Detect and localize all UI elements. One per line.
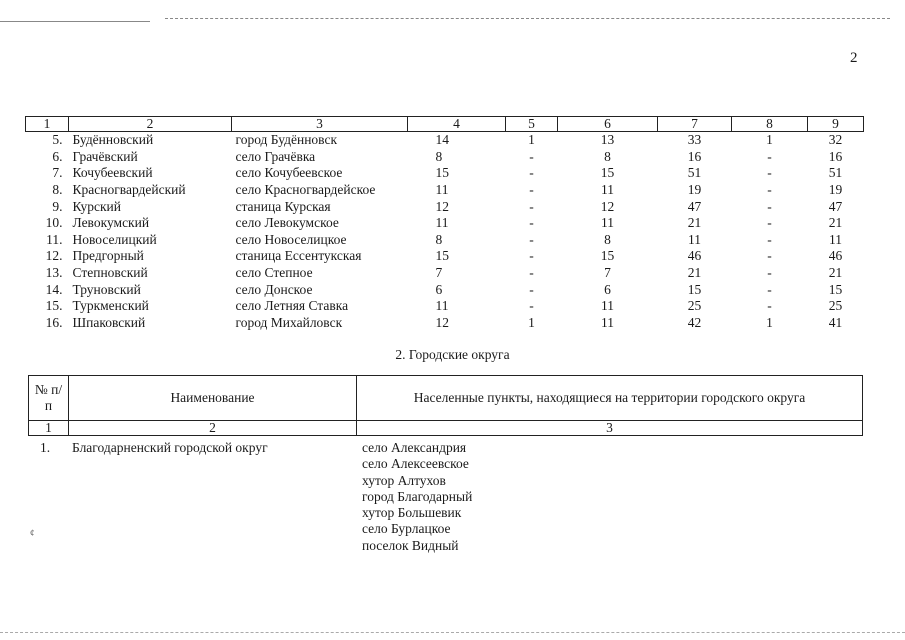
cell-8: 1 [766,314,773,330]
row-number: 10. [45,215,63,231]
col-number: 4 [408,117,506,132]
row-number: 14. [45,281,63,297]
table-row [26,248,864,265]
table-row [26,232,864,249]
cell-7: 47 [687,198,702,214]
district-name: Шпаковский [72,314,146,330]
admin-center: село Новоселицкое [235,231,347,247]
district-name: Труновский [72,281,141,297]
col-number: 5 [506,117,558,132]
table-header-row [26,117,864,132]
row-number: 1. [40,440,51,455]
district-name: Степновский [72,265,148,281]
admin-center: село Грачёвка [235,148,316,164]
col-number: 7 [658,117,732,132]
cell-6: 15 [600,248,615,264]
district-name: Новоселицкий [72,231,157,247]
cell-7: 33 [687,132,702,148]
section-title: 2. Городские округа [395,347,510,362]
table-row [26,165,864,182]
settlement-item: город Благодарный [362,488,473,504]
cell-8: - [767,165,772,181]
scan-line-bottom [0,632,905,633]
col-number: 1 [29,421,69,436]
row-number: 13. [45,265,63,281]
cell-9: 25 [828,298,843,314]
page-number: 2 [850,50,858,66]
cell-4: 14 [435,132,449,148]
cell-4: 11 [435,182,449,198]
district-name: Кочубеевский [72,165,153,181]
table-row [26,215,864,232]
district-name: Грачёвский [72,148,138,164]
cell-5: - [529,281,534,297]
table-row [26,198,864,215]
cell-6: 7 [604,265,611,281]
cell-8: - [767,231,772,247]
cell-8: - [767,248,772,264]
cell-9: 11 [829,231,842,247]
cell-4: 8 [435,148,443,164]
admin-center: город Михайловск [235,314,343,330]
district-name: Левокумский [72,215,150,231]
cell-9: 41 [828,314,843,330]
row-number: 11. [46,231,63,247]
district-name: Курский [72,198,121,214]
cell-8: - [767,198,772,214]
cell-9: 21 [828,215,843,231]
district-name: Предгорный [72,248,144,264]
cell-6: 11 [601,298,614,314]
col-number: 3 [232,117,408,132]
table-row [26,315,864,332]
cell-5: 1 [528,132,535,148]
cell-8: - [767,281,772,297]
cell-5: - [529,165,534,181]
cell-4: 12 [435,198,449,214]
settlement-item: хутор Большевик [362,505,462,521]
cell-7: 11 [688,231,701,247]
col-number: 6 [558,117,658,132]
admin-center: село Степное [235,265,313,281]
cell-4: 12 [435,314,449,330]
column-numbers-row [29,421,863,436]
district-name: Туркменский [72,298,149,314]
cell-4: 8 [435,231,443,247]
col-number: 1 [26,117,69,132]
cell-9: 51 [828,165,843,181]
row-number: 9. [52,198,63,214]
cell-7: 16 [687,148,702,164]
col-number: 2 [69,117,232,132]
cell-6: 11 [601,314,614,330]
cell-7: 21 [687,215,702,231]
scan-line-top-left [0,21,150,22]
cell-9: 47 [828,198,843,214]
cell-5: - [529,148,534,164]
cell-8: - [767,182,772,198]
table-row [26,281,864,298]
col-number: 8 [732,117,808,132]
cell-8: - [767,148,772,164]
cell-4: 11 [435,215,449,231]
row-number: 5. [52,132,63,148]
scan-mark: ¢ [30,528,35,538]
settlement-item: хутор Алтухов [362,472,446,488]
header-num: № п/п [29,376,69,421]
cell-8: - [767,215,772,231]
admin-center: село Летняя Ставка [235,298,349,314]
cell-8: - [767,298,772,314]
urban-districts-table [28,375,863,436]
admin-center: станица Курская [235,198,331,214]
urban-district-name: Благодарненский городской округ [72,440,268,455]
col-number: 3 [357,421,863,436]
cell-6: 12 [600,198,615,214]
cell-7: 21 [687,265,702,281]
cell-5: - [529,248,534,264]
cell-5: - [529,265,534,281]
cell-8: - [767,265,772,281]
settlement-item: поселок Видный [362,537,459,553]
cell-7: 19 [687,182,702,198]
cell-7: 42 [687,314,702,330]
cell-6: 6 [604,281,611,297]
cell-4: 7 [435,265,443,281]
cell-6: 11 [601,215,614,231]
district-name: Красногвардейский [72,182,186,198]
admin-center: станица Ессентукская [235,248,362,264]
cell-4: 15 [435,165,449,181]
cell-4: 11 [435,298,449,314]
cell-9: 19 [828,182,843,198]
cell-5: - [529,298,534,314]
table-header-row [29,376,863,421]
cell-5: - [529,198,534,214]
scan-line-top [165,18,890,19]
cell-6: 8 [604,148,611,164]
district-name: Будённовский [72,132,154,148]
row-number: 7. [52,165,63,181]
cell-5: - [529,215,534,231]
settlement-list [362,440,472,554]
admin-center: село Левокумское [235,215,339,231]
cell-9: 32 [828,132,843,148]
cell-6: 8 [604,231,611,247]
row-number: 15. [45,298,63,314]
header-settlements: Населенные пункты, находящиеся на территории городского округа [357,376,863,421]
admin-center: село Кочубеевское [235,165,343,181]
row-number: 16. [45,314,63,330]
districts-table [25,116,864,331]
cell-9: 21 [828,265,843,281]
admin-center: город Будённовск [235,132,338,148]
table-row [26,182,864,199]
cell-7: 25 [687,298,702,314]
row-number: 12. [45,248,63,264]
cell-7: 51 [687,165,702,181]
settlement-item: село Алексеевское [362,456,469,472]
table-row [26,149,864,166]
cell-7: 46 [687,248,702,264]
cell-4: 6 [435,281,443,297]
col-number: 2 [69,421,357,436]
cell-6: 11 [601,182,614,198]
cell-9: 15 [828,281,843,297]
table-row [26,298,864,315]
cell-8: 1 [766,132,773,148]
cell-9: 16 [828,148,843,164]
cell-4: 15 [435,248,449,264]
table-row [26,265,864,282]
admin-center: село Красногвардейское [235,182,376,198]
settlement-item: село Александрия [362,440,467,455]
cell-5: 1 [528,314,535,330]
cell-5: - [529,231,534,247]
header-name: Наименование [69,376,357,421]
col-number: 9 [808,117,864,132]
cell-6: 15 [600,165,615,181]
cell-9: 46 [828,248,843,264]
table-row [26,132,864,149]
row-number: 8. [52,182,63,198]
cell-5: - [529,182,534,198]
row-number: 6. [52,148,63,164]
cell-6: 13 [600,132,615,148]
settlement-item: село Бурлацкое [362,521,451,537]
admin-center: село Донское [235,281,313,297]
cell-7: 15 [687,281,702,297]
